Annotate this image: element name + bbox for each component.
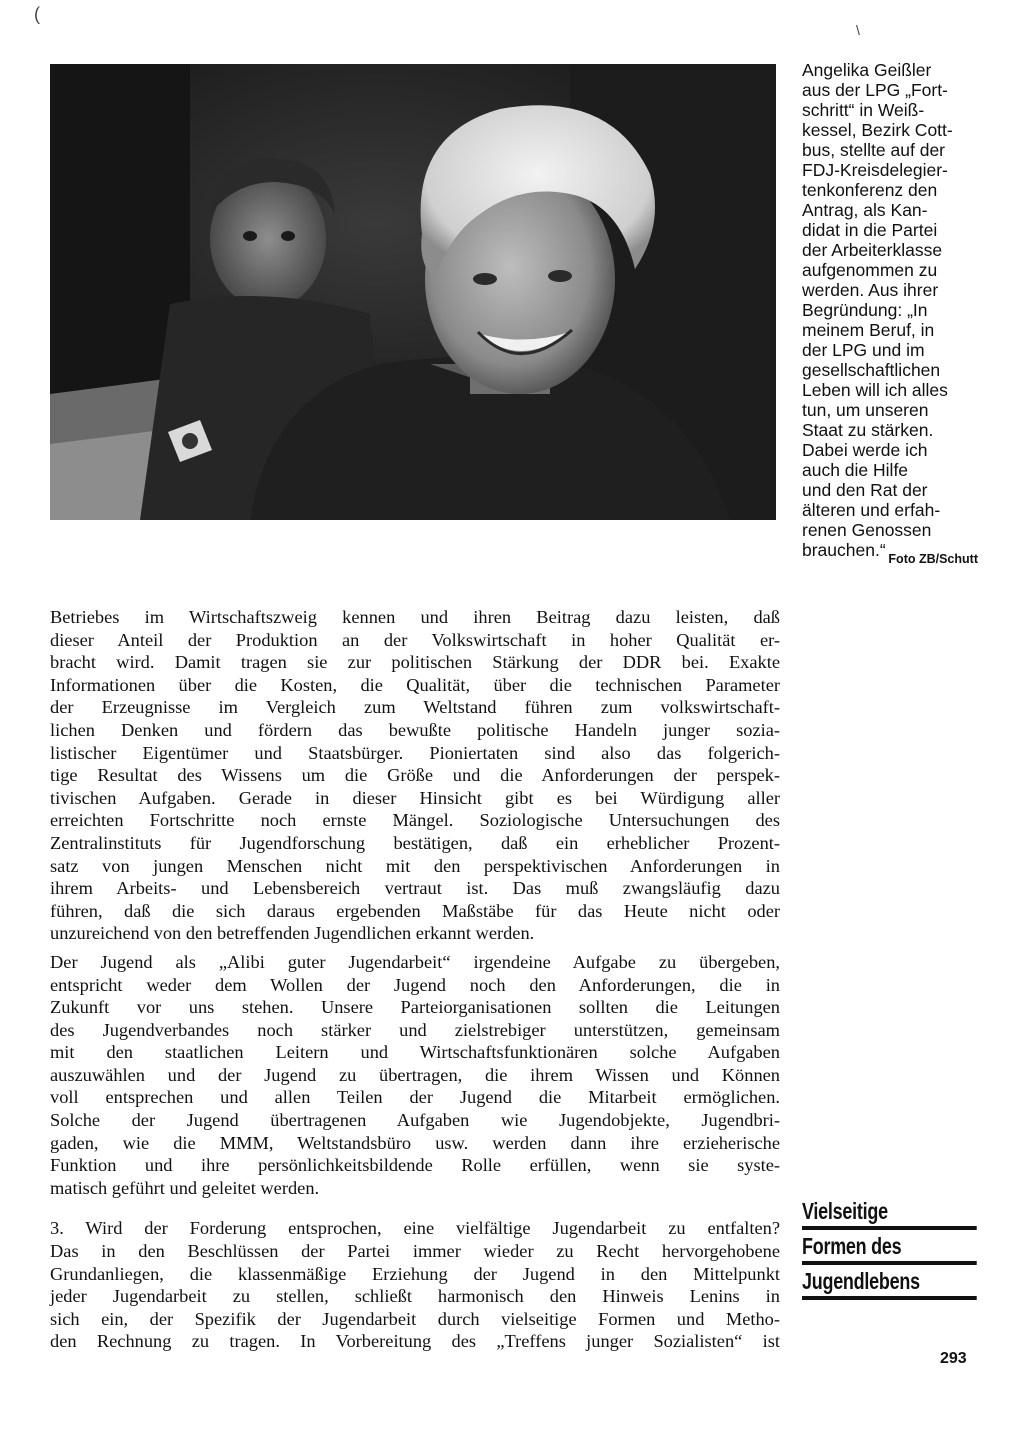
body-line: 3. Wird der Forderung entsprochen, eine vielfältige Jugendarbeit zu entfalten?: [50, 1218, 780, 1239]
body-line: den Rechnung zu tragen. In Vorbereitung des „Treffens junger Sozialisten“ ist: [50, 1331, 780, 1352]
margin-mark-right: \: [856, 22, 860, 38]
caption-line: gesellschaftlichen: [802, 360, 941, 380]
body-line: Zukunft vor uns stehen. Unsere Parteiorganisationen sollten die Leitungen: [50, 997, 780, 1018]
caption-line: kessel, Bezirk Cott-: [802, 120, 953, 140]
caption-line: werden. Aus ihrer: [802, 280, 939, 300]
caption-line: bus, stellte auf der: [802, 140, 945, 160]
body-line: gaden, wie die MMM, Weltstandsbüro usw. werden dann ihre erzieherische: [50, 1132, 780, 1153]
body-line: satz von jungen Menschen nicht mit den perspektivischen Anforderungen in: [50, 855, 780, 876]
caption-line: Dabei werde ich: [802, 440, 928, 460]
caption-line: der Arbeiterklasse: [802, 240, 943, 260]
caption-line: Angelika Geißler: [802, 60, 932, 80]
caption-line: aus der LPG „Fort-: [802, 80, 948, 100]
body-line: dieser Anteil der Produktion an der Volkswirtschaft in hoher Qualität er-: [50, 629, 780, 650]
body-line: auszuwählen und der Jugend zu übertragen, die ihrem Wissen und Können: [50, 1064, 780, 1085]
body-line: bracht wird. Damit tragen sie zur politischen Stärkung der DDR bei. Exakte: [50, 652, 780, 673]
body-line: ihrem Arbeits- und Lebensbereich vertraut ist. Das muß zwangsläufig dazu: [50, 878, 780, 899]
caption-line: der LPG und im: [802, 340, 925, 360]
body-line: jeder Jugendarbeit zu stellen, schließt harmonisch den Hinweis Lenins in: [50, 1286, 780, 1307]
body-line: Informationen über die Kosten, die Qualität, über die technischen Parameter: [50, 674, 780, 695]
portrait-photo-image: [50, 64, 776, 520]
body-line: Der Jugend als „Alibi guter Jugendarbeit“ irgendeine Aufgabe zu übergeben,: [50, 951, 780, 972]
body-line: Das in den Beschlüssen der Partei immer wieder zu Recht hervorgehobene: [50, 1241, 780, 1262]
body-line: lichen Denken und fördern das bewußte politische Handeln junger sozia-: [50, 719, 780, 740]
body-line: matisch geführt und geleitet werden.: [50, 1177, 320, 1198]
caption-line: tun, um unseren: [802, 400, 929, 420]
margin-mark-left: (: [34, 4, 40, 24]
caption-line: meinem Beruf, in: [802, 320, 935, 340]
caption-line: auch die Hilfe: [802, 460, 909, 480]
body-line: mit den staatlichen Leitern und Wirtschaftsfunktionären solche Aufgaben: [50, 1042, 780, 1063]
paragraph-gap: [50, 1199, 780, 1217]
caption-line: FDJ-Kreisdelegier-: [802, 160, 948, 180]
caption-line: Staat zu stärken.: [802, 420, 934, 440]
side-heading: [802, 1198, 939, 1303]
body-line: Solche der Jugend übertragenen Aufgaben wie Jugendobjekte, Jugendbri-: [50, 1110, 780, 1131]
body-line: Zentralinstituts für Jugendforschung bestätigen, daß ein erheblicher Prozent-: [50, 832, 780, 853]
caption-line: brauchen.“: [802, 540, 886, 560]
portrait-photo: [50, 64, 776, 520]
side-heading-line: Jugendlebens: [802, 1268, 977, 1300]
body-line: führen, daß die sich daraus ergebenden Maßstäbe für das Heute nicht oder: [50, 900, 780, 921]
photo-credit: Foto ZB/Schutt: [888, 552, 978, 566]
body-line: Grundanliegen, die klassenmäßige Erziehung der Jugend in den Mittelpunkt: [50, 1263, 780, 1284]
caption-line: schritt“ in Weiß-: [802, 100, 925, 120]
body-line: Funktion und ihre persönlichkeitsbildende Rolle erfüllen, wenn sie syste-: [50, 1155, 780, 1176]
caption-line: Begründung: „In: [802, 300, 928, 320]
body-line: voll entsprechen und allen Teilen der Jugend die Mitarbeit ermöglichen.: [50, 1087, 780, 1108]
article-body: [50, 606, 780, 1353]
body-line: Betriebes im Wirtschaftszweig kennen und ihren Beitrag dazu leisten, daß: [50, 607, 780, 627]
body-line: tige Resultat des Wissens um die Größe und die Anforderungen der perspek-: [50, 765, 780, 786]
photo-caption: [802, 60, 992, 560]
caption-line: älteren und erfah-: [802, 500, 941, 520]
page-number: 293: [940, 1350, 967, 1367]
body-line: entspricht weder dem Wollen der Jugend noch den Anforderungen, die in: [50, 974, 780, 995]
body-line: erreichten Fortschritte noch ernste Mängel. Soziologische Untersuchungen des: [50, 810, 780, 831]
caption-line: Leben will ich alles: [802, 380, 948, 400]
caption-line: renen Genossen: [802, 520, 932, 540]
body-line: tivischen Aufgaben. Gerade in dieser Hinsicht gibt es bei Würdigung aller: [50, 787, 780, 808]
body-line: der Erzeugnisse im Vergleich zum Weltstand führen zum volkswirtschaft-: [50, 697, 780, 718]
caption-line: didat in die Partei: [802, 220, 938, 240]
side-heading-line: Formen des: [802, 1233, 977, 1265]
body-line: unzureichend von den betreffenden Jugendlichen erkannt werden.: [50, 923, 535, 944]
caption-line: Antrag, als Kan-: [802, 200, 928, 220]
caption-line: aufgenommen zu: [802, 260, 938, 280]
caption-line: und den Rat der: [802, 480, 928, 500]
body-line: des Jugendverbandes noch stärker und zielstrebiger unterstützen, gemeinsam: [50, 1019, 780, 1040]
side-heading-line: Vielseitige: [802, 1198, 977, 1230]
body-line: sich ein, der Spezifik der Jugendarbeit durch vielseitige Formen und Metho-: [50, 1308, 780, 1329]
body-line: listischer Eigentümer und Staatsbürger. Pioniertaten sind also das folgerich-: [50, 742, 780, 763]
caption-line: tenkonferenz den: [802, 180, 938, 200]
